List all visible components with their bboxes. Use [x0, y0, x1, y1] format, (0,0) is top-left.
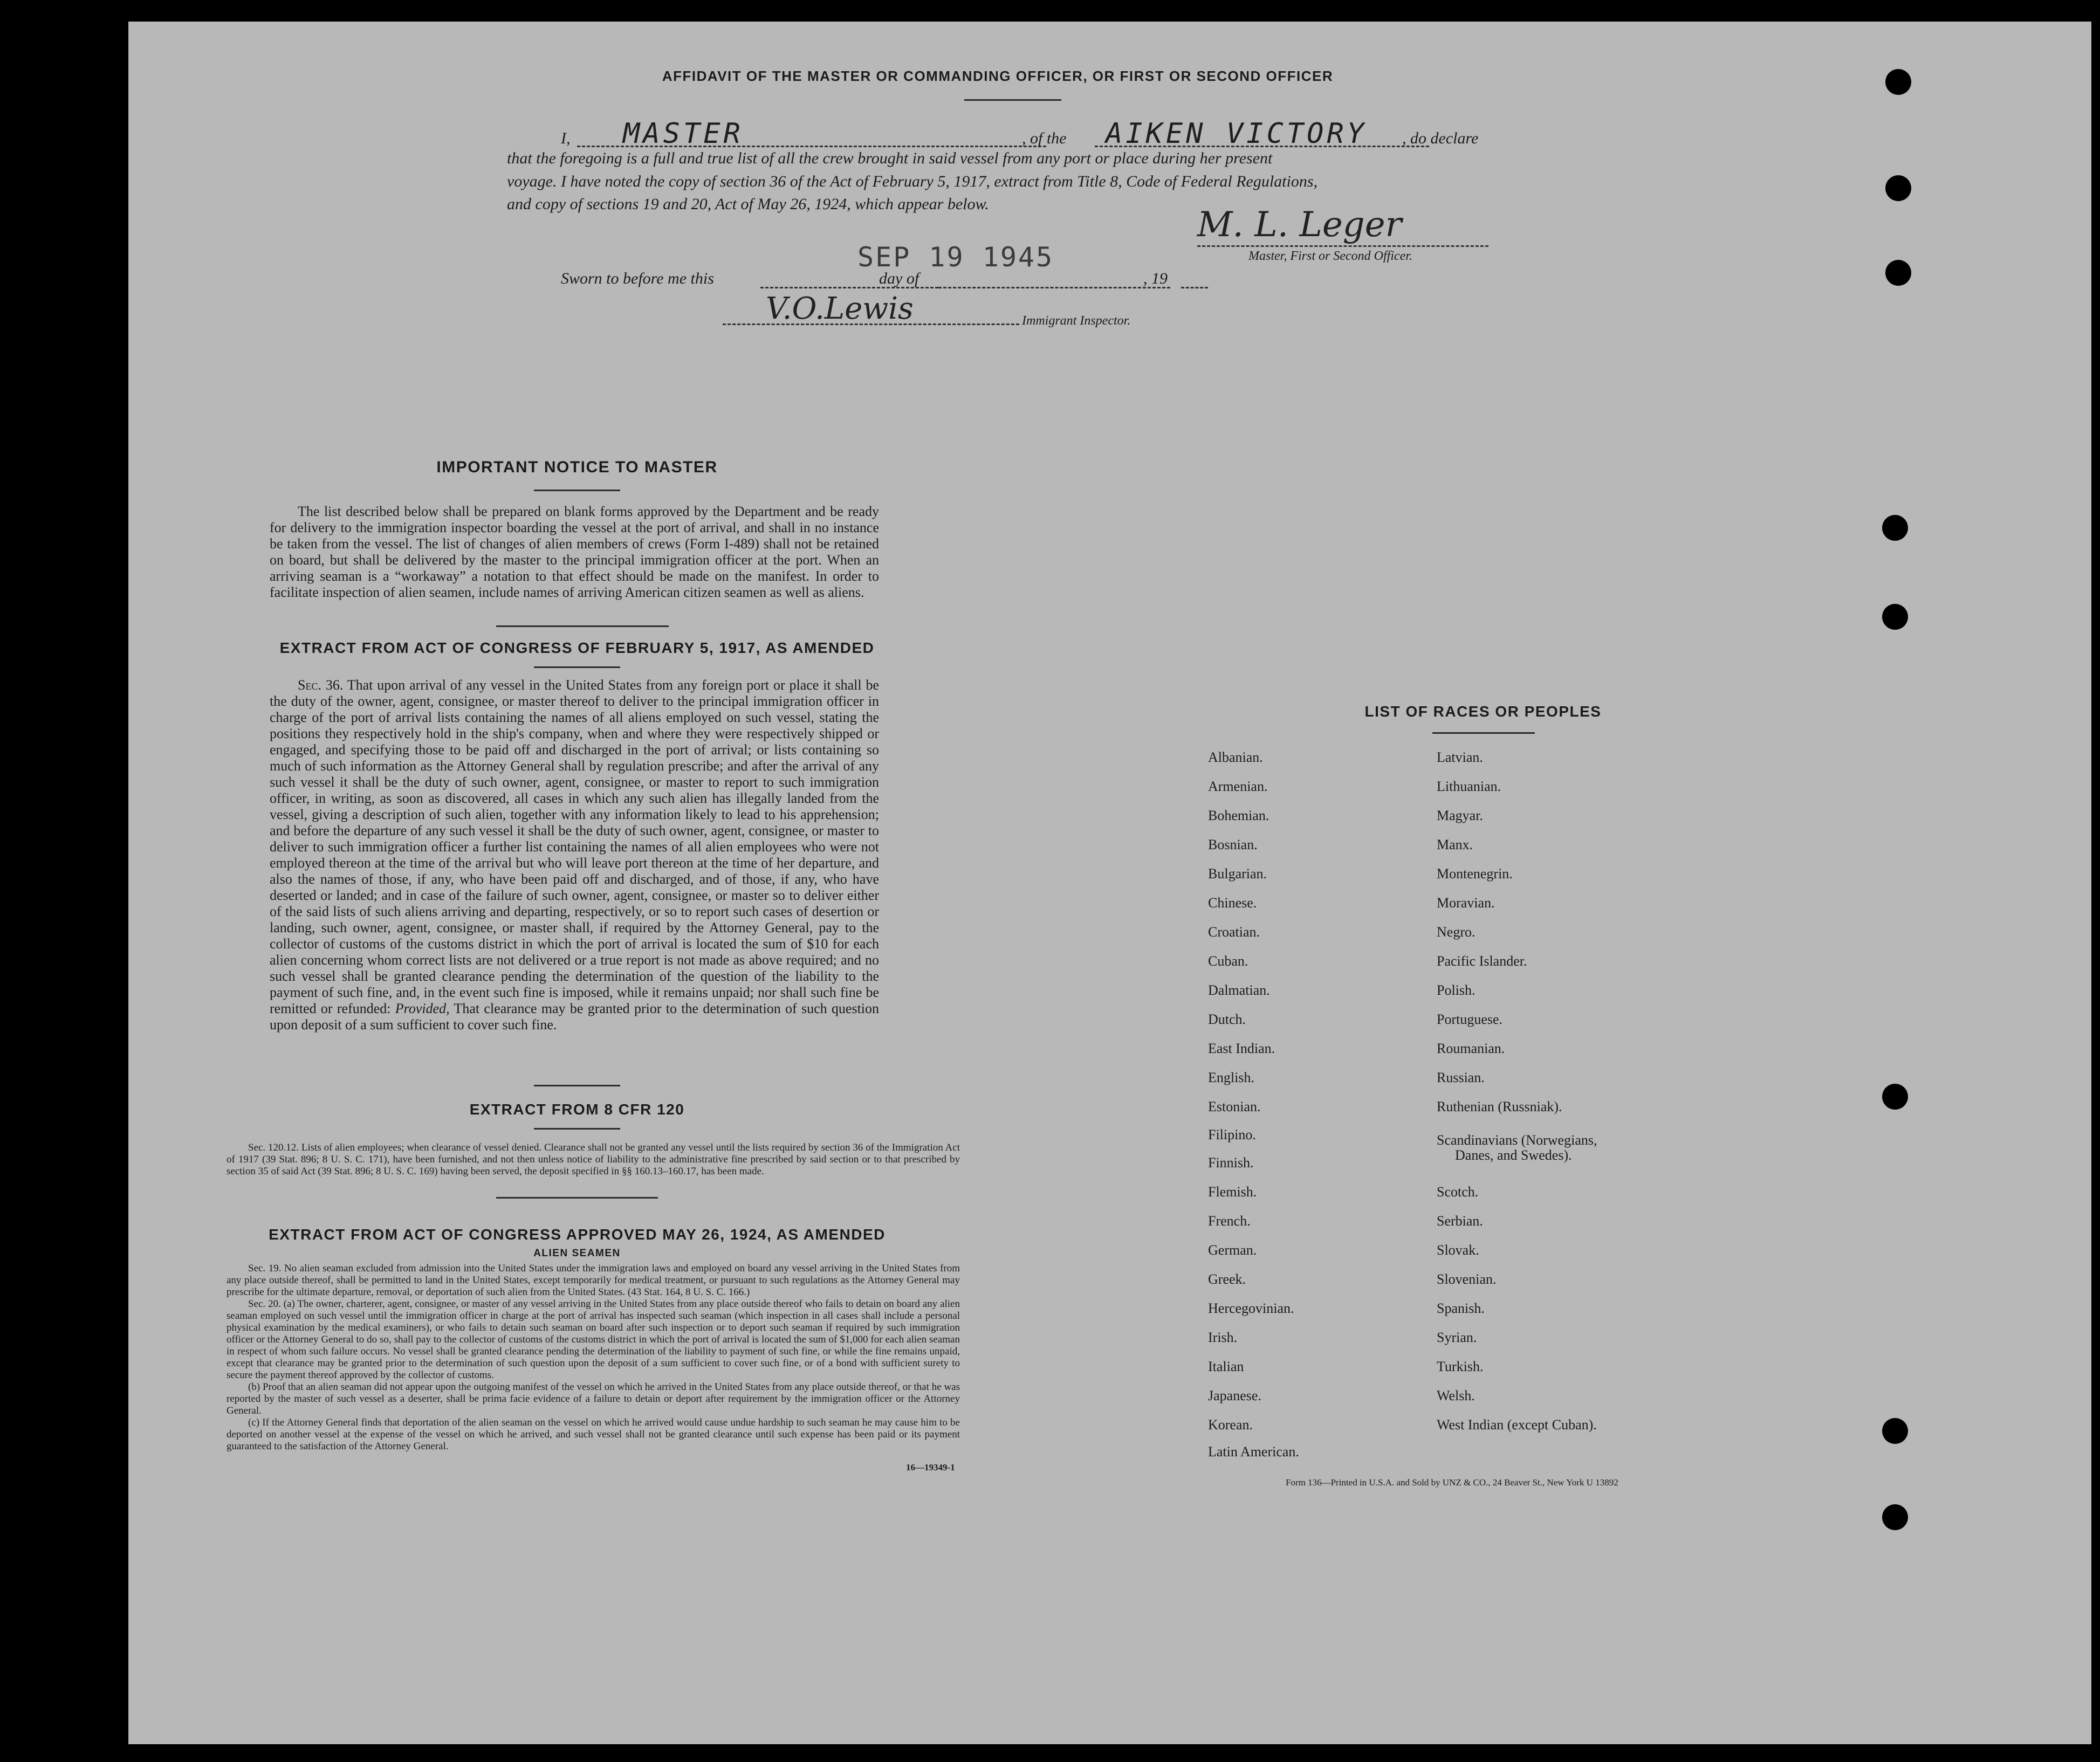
provided-label: Provided,: [395, 1001, 450, 1016]
race-item: Latvian.: [1437, 749, 1483, 765]
race-item: Hercegovinian.: [1208, 1300, 1294, 1316]
cfr-body: Sec. 120.12. Lists of alien employees; when clearance of vessel denied. Clearance shall not be granted any vessel until the lists required by section 36 of the Immigration Act of 1917 (39 Stat. 896; 8 U. S. C. 171), have been furnished, and not then unless notice of liability to the administrative fine prescribed by said section or to that prescribed by section 35 of said Act (39 Stat. 896; 8 U. S. C. 169) having been served, the deposit specified in §§ 160.13–160.17, has been made.: [227, 1142, 960, 1177]
extract1924-heading: EXTRACT FROM ACT OF CONGRESS APPROVED MAY 26, 1924, AS AMENDED: [269, 1226, 886, 1243]
i-label: I,: [561, 129, 571, 147]
race-item: Bulgarian.: [1208, 866, 1267, 882]
race-item: Filipino.: [1208, 1127, 1256, 1142]
section-divider: [496, 625, 669, 627]
affidavit-line2: that the foregoing is a full and true list of all the crew brought in said vessel from any port or place during her present: [507, 149, 1273, 167]
race-item: Japanese.: [1208, 1388, 1261, 1403]
do-declare-label: , do declare: [1402, 129, 1479, 147]
race-item: Chinese.: [1208, 895, 1257, 911]
master-signature-line: [1197, 245, 1488, 247]
race-item: Cuban.: [1208, 953, 1248, 969]
affidavit-line4: and copy of sections 19 and 20, Act of May 26, 1924, which appear below.: [507, 195, 989, 213]
master-caption: Master, First or Second Officer.: [1248, 249, 1412, 263]
title-underline: [964, 99, 1061, 101]
inspector-line: [723, 324, 1019, 325]
race-item: Italian: [1208, 1359, 1244, 1374]
punch-hole: [1882, 1418, 1908, 1444]
punch-hole: [1885, 175, 1911, 201]
extract1917-underline: [534, 666, 620, 668]
affidavit-line3: voyage. I have noted the copy of section 36 of the Act of February 5, 1917, extract from Title 8, Code of Federal Regulations,: [507, 173, 1318, 190]
race-item: Magyar.: [1437, 808, 1483, 823]
race-item: Syrian.: [1437, 1330, 1477, 1345]
name-line: [577, 146, 1046, 147]
race-item: Portuguese.: [1437, 1011, 1503, 1027]
race-item: Montenegrin.: [1437, 866, 1513, 882]
race-item: Lithuanian.: [1437, 779, 1501, 794]
notice-body: The list described below shall be prepared on blank forms approved by the Department and be ready for delivery to the immigration inspector boarding the vessel at the port of arrival, and shall in no instance be taken from the vessel. The list of changes of alien members of crews (Form I-489) shall not be retained on board, but shall be delivered by the master to the principal immigration officer at the port. When an arriving seaman is a “workaway” a notation to that effect should be made on the manifest. In order to facilitate inspection of alien seamen, include names of arriving American citizen seamen as well as aliens.: [270, 504, 879, 600]
punch-hole: [1885, 260, 1911, 286]
race-item: Danes, and Swedes).: [1455, 1147, 1572, 1163]
race-item: Croatian.: [1208, 924, 1260, 940]
sec20b-text: (b) Proof that an alien seaman did not appear upon the outgoing manifest of the vessel on which he arrived in the United States from any place outside thereof, or that he was reported by the master of such vessel as a deserter, shall be prima facie evidence of a failure to detain or deport after requirement by the immigration officer or the Attorney General.: [227, 1381, 960, 1416]
punch-hole: [1882, 1504, 1908, 1530]
race-item: Greek.: [1208, 1271, 1246, 1287]
alien-seamen-subheading: ALIEN SEAMEN: [533, 1248, 621, 1259]
notice-heading: IMPORTANT NOTICE TO MASTER: [436, 458, 718, 476]
race-item: Manx.: [1437, 837, 1473, 852]
race-item: Roumanian.: [1437, 1041, 1505, 1056]
race-item: Negro.: [1437, 924, 1476, 940]
sec36-tail: That clearance may be granted prior to the determination of such question upon deposit of a sum sufficient to cover such fine.: [270, 1001, 880, 1033]
race-item: Turkish.: [1437, 1359, 1484, 1374]
extract1917-body: [270, 677, 879, 1033]
punch-hole: [1882, 604, 1908, 630]
race-item: Scotch.: [1437, 1184, 1479, 1200]
race-item: Dutch.: [1208, 1011, 1246, 1027]
race-item: Slovak.: [1437, 1242, 1479, 1258]
inspector-caption: Immigrant Inspector.: [1022, 314, 1131, 328]
inspector-signature: V.O.Lewis: [766, 291, 914, 326]
vessel-name-handwritten: AIKEN VICTORY: [1106, 118, 1367, 150]
race-item: Ruthenian (Russniak).: [1437, 1099, 1562, 1114]
race-item: English.: [1208, 1070, 1254, 1085]
race-item: Albanian.: [1208, 749, 1263, 765]
sec36-text: That upon arrival of any vessel in the United States from any foreign port or place it shall be the duty of the owner, agent, consignee, or master thereof to deliver to the principal immigration officer in charge of the port of arrival lists containing the names of all aliens employed on such vessel, stating the positions they respectively hold in the ship's company, when and where they were respectively shipped or engaged, and specifying those to be paid off and discharged in the port of arrival; or lists containing so much of such information as the Attorney General shall by regulation prescribe; and after the arrival of any such vessel it shall be the duty of such owner, agent, consignee, or master to report to such immigration officer, in writing, as soon as discovered, all cases in which any such alien has illegally landed from the vessel, giving a description of such alien, together with any information likely to lead to his apprehension; and before the departure of any such vessel it shall be the duty of such owner, agent, consignee, or master to deliver to such immigration officer a further list containing the names of all alien employees who were not employed thereon at the time of the arrival but who will leave port thereon at the time of her departure, and also the names of those, if any, who have been paid off and discharged, and of those, if any, who have deserted or landed; and in case of the failure of such owner, agent, consignee, or master so to deliver either of the said lists of such aliens arriving and departing, respectively, or so to report such cases of desertion or landing, such owner, agent, consignee, or master shall, if required by the Attorney General, pay to the collector of customs of the customs district in which the port of arrival is located the sum of $10 for each alien concerning whom correct lists are not delivered or a true report is not made as above required; and no such vessel shall be granted clearance pending the determination of the question of the liability to the payment of such fine, and, in the event such fine is imposed, while it remains unpaid; nor shall such fine be remitted or refunded:: [270, 677, 879, 1016]
race-item: Dalmatian.: [1208, 982, 1270, 998]
races-heading: LIST OF RACES OR PEOPLES: [1364, 703, 1602, 720]
sworn-label: Sworn to before me this: [561, 270, 714, 287]
master-name-handwritten: MASTER: [623, 118, 744, 150]
race-item: Latin American.: [1208, 1444, 1299, 1460]
master-signature: M. L. Leger: [1197, 205, 1402, 245]
extract1917-heading: EXTRACT FROM ACT OF CONGRESS OF FEBRUARY 5, 1917, AS AMENDED: [279, 639, 875, 656]
notice-underline: [534, 490, 620, 491]
date-stamp: SEP 19 1945: [857, 242, 1054, 273]
sec36-label: Sec. 36.: [298, 677, 344, 693]
punch-hole: [1882, 515, 1908, 541]
year-line: [1181, 287, 1208, 288]
races-left-column: [1208, 749, 1402, 1467]
race-item: Pacific Islander.: [1437, 953, 1527, 969]
race-item: Armenian.: [1208, 779, 1268, 794]
race-item: Spanish.: [1437, 1300, 1485, 1316]
race-item: East Indian.: [1208, 1041, 1275, 1056]
sec19-text: Sec. 19. No alien seaman excluded from admission into the United States under the immigration laws and employed on board any vessel arriving in the United States from any place outside thereof, shall be permitted to land in the United States, except temporarily for medical treatment, or pursuant to such regulations as the Attorney General may prescribe for the ultimate departure, removal, or deportation of such alien from the United States. (43 Stat. 164, 8 U. S. C. 166.): [227, 1263, 960, 1298]
race-item: Flemish.: [1208, 1184, 1257, 1200]
race-item: Irish.: [1208, 1330, 1238, 1345]
races-underline: [1432, 732, 1535, 734]
race-item: Scandinavians (Norwegians,: [1437, 1132, 1597, 1148]
race-item: Korean.: [1208, 1417, 1253, 1433]
year-label: , 19: [1143, 270, 1168, 287]
race-item: West Indian (except Cuban).: [1437, 1417, 1597, 1433]
printer-footer: Form 136—Printed in U.S.A. and Sold by UNZ & CO., 24 Beaver St., New York U 13892: [1286, 1477, 1618, 1488]
sec20c-text: (c) If the Attorney General finds that deportation of the alien seaman on the vessel on which he arrived would cause undue hardship to such seaman he may cause him to be deported on another vessel at the expense of the vessel on which he arrived, and such vessel shall not be granted clearance until such expense has been paid or its payment guaranteed to the satisfaction of the Attorney General.: [227, 1417, 960, 1452]
punch-hole: [1885, 69, 1911, 95]
of-the-label: , of the: [1022, 129, 1067, 147]
section-divider: [534, 1085, 620, 1086]
race-item: Slovenian.: [1437, 1271, 1497, 1287]
month-line: [938, 287, 1170, 288]
race-item: French.: [1208, 1213, 1251, 1229]
punch-hole: [1882, 1084, 1908, 1110]
sec20a-text: Sec. 20. (a) The owner, charterer, agent, consignee, or master of any vessel arriving in the United States from any place outside thereof who fails to detain on board any alien seaman employed on such vessel until the immigration officer in charge at the port of arrival has inspected such seaman (which inspection in all cases shall include a personal physical examination by the medical examiners), or who fails to detain such seaman on board after such inspection or to deport such seaman if required by such immigration officer or the Attorney General to do so, shall pay to the collector of customs of the customs district in which the port of arrival is located the sum of $1,000 for each alien seaman in respect of whom such failure occurs. No vessel shall be granted clearance pending the determination of the liability to payment of such fine, or while the fine remains unpaid, except that clearance may be granted prior to the determination of such question upon the deposit of a sum sufficient to cover such fine, or of a bond with sufficient surety to secure the payment thereof approved by the collector of customs.: [227, 1298, 960, 1381]
race-item: Bosnian.: [1208, 837, 1258, 852]
race-item: Moravian.: [1437, 895, 1495, 911]
cfr-underline: [534, 1128, 620, 1130]
race-item: Serbian.: [1437, 1213, 1483, 1229]
sworn-line: [561, 270, 1208, 291]
cfr-heading: EXTRACT FROM 8 CFR 120: [469, 1101, 685, 1118]
form-code: 16—19349-1: [906, 1462, 955, 1472]
race-item: Russian.: [1437, 1070, 1485, 1085]
race-item: Bohemian.: [1208, 808, 1269, 823]
races-right-column: [1437, 749, 1685, 1450]
race-item: Estonian.: [1208, 1099, 1261, 1114]
race-item: Welsh.: [1437, 1388, 1475, 1403]
section-divider: [496, 1197, 658, 1199]
affidavit-title: AFFIDAVIT OF THE MASTER OR COMMANDING OFFICER, OR FIRST OR SECOND OFFICER: [662, 68, 1334, 84]
extract1924-body: [227, 1263, 960, 1453]
vessel-line: [1095, 146, 1429, 147]
day-of-label: day of: [879, 270, 919, 287]
race-item: German.: [1208, 1242, 1257, 1258]
race-item: Polish.: [1437, 982, 1476, 998]
race-item: Finnish.: [1208, 1155, 1254, 1171]
